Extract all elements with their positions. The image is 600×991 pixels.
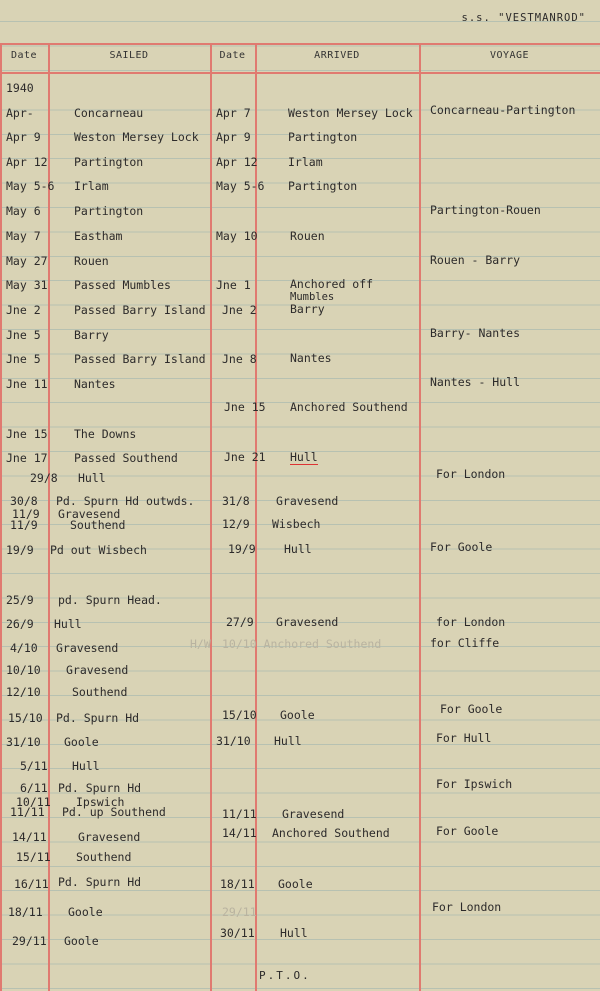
sailed-date: 5/11: [20, 759, 48, 773]
sailed-date: 15/10: [8, 711, 43, 725]
arrived-date: Apr 7: [216, 106, 251, 120]
voyage: For Goole: [440, 702, 503, 716]
arrived-date: 31/10: [216, 734, 251, 748]
sailed-date: 26/9: [6, 617, 34, 631]
sailed-date: 18/11: [8, 905, 43, 919]
sailed-date: 10/11: [16, 795, 51, 809]
sailed-place: Nantes: [74, 377, 116, 391]
sailed-place: Goole: [68, 905, 103, 919]
header-date-arrived: Date: [219, 50, 246, 61]
header-date-sailed: Date: [10, 50, 38, 61]
voyage: Nantes - Hull: [430, 375, 521, 389]
sailed-place: Concarneau: [74, 106, 144, 120]
arrived-date: 15/10: [222, 708, 257, 722]
sailed-place: Southend: [70, 518, 126, 532]
sailed-date: Jne 11: [6, 377, 48, 391]
sailed-place: Passed Mumbles: [74, 278, 171, 292]
arrived-place-continued: Mumbles: [290, 291, 335, 303]
sailed-date: 11/9: [10, 518, 38, 532]
sailed-place: Pd. Spurn Hd: [56, 711, 140, 725]
arrived-place: Gravesend: [282, 807, 345, 821]
sailed-date: May 31: [6, 278, 48, 292]
voyage: for London: [436, 615, 506, 629]
header-sailed: SAILED: [109, 50, 149, 61]
sailed-date: 14/11: [12, 830, 47, 844]
arrived-date: 14/11: [222, 826, 257, 840]
sailed-place: Southend: [76, 850, 132, 864]
arrived-date: Jne 8: [222, 352, 257, 366]
arrived-date: 12/9: [222, 517, 250, 531]
sailed-place: Pd. Spurn Hd: [58, 781, 142, 795]
arrived-place: Weston Mersey Lock: [288, 106, 413, 120]
sailed-place: Passed Barry Island: [74, 352, 206, 366]
sailed-date: Jne 5: [6, 328, 41, 342]
sailed-place: Gravesend: [58, 507, 121, 521]
arrived-place: Gravesend: [276, 494, 339, 508]
sailed-date: Apr 9: [6, 130, 41, 144]
arrived-date: Jne 2: [222, 303, 257, 317]
arrived-place: Wisbech: [272, 517, 321, 531]
sailed-place: Passed Barry Island: [74, 303, 206, 317]
sailed-place: Ipswich: [76, 795, 125, 809]
voyage: Barry- Nantes: [430, 326, 521, 340]
arrived-place: Barry: [290, 302, 325, 316]
arrived-place: Partington: [288, 179, 358, 193]
arrived-place: Partington: [288, 130, 358, 144]
sailed-place: The Downs: [74, 427, 137, 441]
header-bottom-rule: [0, 72, 600, 74]
sailed-place: Gravesend: [78, 830, 141, 844]
sailed-date: 31/10: [6, 735, 41, 749]
entry-year: 1940: [6, 81, 34, 95]
arrived-place: Anchored off: [290, 277, 374, 291]
arrived-date: Jne 21: [224, 450, 266, 464]
sailed-date: 29/11: [12, 934, 47, 948]
arrived-place: Hull: [274, 734, 302, 748]
faint-arrived-date: 29/11: [222, 905, 257, 919]
column-rule: [210, 43, 212, 991]
arrived-date: 27/9: [226, 615, 254, 629]
sailed-date: Apr 12: [6, 155, 48, 169]
faint-note: H/W: [190, 637, 211, 651]
ship-name: s.s. "VESTMANROD": [461, 12, 586, 24]
sailed-place: Barry: [74, 328, 109, 342]
sailed-date: 19/9: [6, 543, 34, 557]
sailed-date: 6/11: [20, 781, 48, 795]
sailed-place: Southend: [72, 685, 128, 699]
sailed-place: Pd. up Southend: [62, 805, 166, 819]
voyage: For Goole: [436, 824, 499, 838]
sailed-place: Pd out Wisbech: [50, 543, 147, 557]
sailed-place: Goole: [64, 934, 99, 948]
arrived-date: 31/8: [222, 494, 250, 508]
arrived-place: Hull: [284, 542, 312, 556]
sailed-date: 25/9: [6, 593, 34, 607]
arrived-date: Jne 1: [216, 278, 251, 292]
sailed-date: May 5-6: [6, 179, 55, 193]
voyage: For Ipswich: [436, 777, 513, 791]
sailed-place: Goole: [64, 735, 99, 749]
sailed-date: 10/10: [6, 663, 41, 677]
arrived-date: 11/11: [222, 807, 257, 821]
sailed-place: Irlam: [74, 179, 109, 193]
sailed-date: May 6: [6, 204, 41, 218]
sailed-place: Partington: [74, 155, 144, 169]
voyage: For Goole: [430, 540, 493, 554]
voyage: Concarneau-Partington: [430, 103, 576, 117]
arrived-place: Nantes: [290, 351, 332, 365]
header-arrived: ARRIVED: [314, 50, 360, 61]
faint-arrived-entry: 10/10 Anchored Southend: [222, 637, 382, 651]
arrived-place: Anchored Southend: [272, 826, 390, 840]
column-rule: [419, 43, 421, 991]
sailed-date: Jne 17: [6, 451, 48, 465]
voyage: for Cliffe: [430, 636, 500, 650]
arrived-place: Irlam: [288, 155, 323, 169]
sailed-place: Pd. Spurn Hd outwds.: [56, 494, 195, 508]
sailed-date: 15/11: [16, 850, 51, 864]
sailed-date: 12/10: [6, 685, 41, 699]
sailed-date: 16/11: [14, 877, 49, 891]
arrived-date: 30/11: [220, 926, 255, 940]
sailed-date: Jne 15: [6, 427, 48, 441]
sailed-place: Gravesend: [66, 663, 129, 677]
sailed-place: Hull: [72, 759, 100, 773]
sailed-date: 4/10: [10, 641, 38, 655]
sailed-place: Rouen: [74, 254, 109, 268]
voyage: Rouen - Barry: [430, 253, 521, 267]
voyage: Partington-Rouen: [430, 203, 541, 217]
arrived-date: Apr 9: [216, 130, 251, 144]
arrived-date: May 10: [216, 229, 258, 243]
sailed-date: Jne 2: [6, 303, 41, 317]
arrived-place: Hull: [280, 926, 308, 940]
sailed-place: pd. Spurn Head.: [58, 593, 162, 607]
arrived-place: Gravesend: [276, 615, 339, 629]
sailed-place: Partington: [74, 204, 144, 218]
sailed-date: May 7: [6, 229, 41, 243]
arrived-place: Anchored Southend: [290, 400, 408, 414]
sailed-place: Weston Mersey Lock: [74, 130, 199, 144]
sailed-date: May 27: [6, 254, 48, 268]
sailed-place: Hull: [54, 617, 82, 631]
sailed-date: 11/11: [10, 805, 45, 819]
sailed-place: Hull: [78, 471, 106, 485]
sailed-date: 11/9: [12, 507, 40, 521]
sailed-date: Jne 5: [6, 352, 41, 366]
sailed-place: Pd. Spurn Hd: [58, 875, 142, 889]
sailed-date: 30/8: [10, 494, 38, 508]
arrived-date: Jne 15: [224, 400, 266, 414]
arrived-date: May 5-6: [216, 179, 265, 193]
sailed-date: 29/8: [30, 471, 58, 485]
arrived-place: Hull: [290, 450, 318, 464]
arrived-date: Apr 12: [216, 155, 258, 169]
pto-note: P.T.O.: [259, 969, 311, 982]
sailed-place: Passed Southend: [74, 451, 178, 465]
arrived-place: Rouen: [290, 229, 325, 243]
voyage: For Hull: [436, 731, 492, 745]
voyage: For London: [436, 467, 506, 481]
voyage: For London: [432, 900, 502, 914]
arrived-date: 19/9: [228, 542, 256, 556]
sailed-date: Apr-: [6, 106, 34, 120]
arrived-place: Goole: [278, 877, 313, 891]
sailed-place: Gravesend: [56, 641, 119, 655]
arrived-date: 18/11: [220, 877, 255, 891]
header-top-rule: [0, 43, 600, 45]
sailed-place: Eastham: [74, 229, 123, 243]
header-voyage: VOYAGE: [489, 50, 530, 61]
arrived-place: Goole: [280, 708, 315, 722]
column-rule: [0, 43, 2, 991]
